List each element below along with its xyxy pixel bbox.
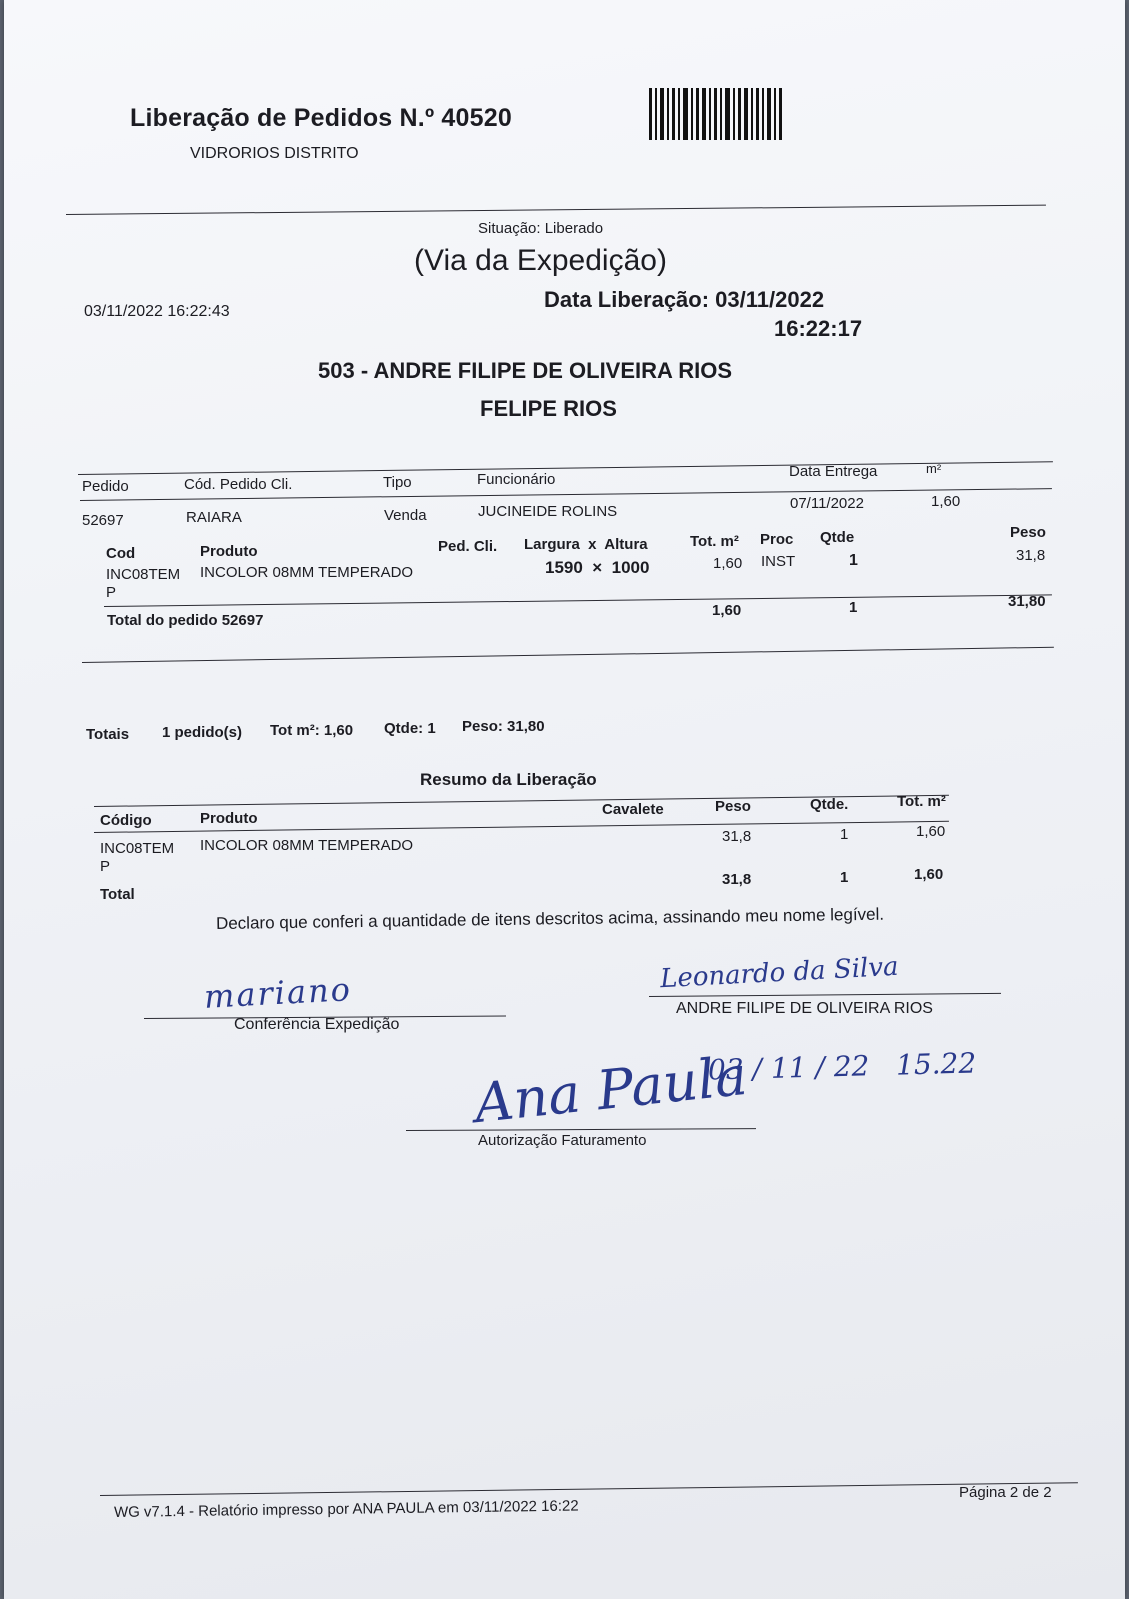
col-tot-m2: Tot. m² bbox=[690, 533, 739, 550]
order-total-label: Total do pedido 52697 bbox=[107, 612, 264, 629]
barcode bbox=[649, 88, 819, 140]
col-cod-pedido-cli: Cód. Pedido Cli. bbox=[184, 476, 293, 493]
summary-total-peso: 31,8 bbox=[722, 871, 752, 888]
order-total-qtde: 1 bbox=[849, 599, 858, 616]
summary-col-produto: Produto bbox=[200, 810, 258, 827]
col-proc: Proc bbox=[760, 531, 794, 548]
client-signature: Leonardo da Silva bbox=[659, 951, 900, 995]
order-tipo: Venda bbox=[384, 507, 427, 524]
via-label: (Via da Expedição) bbox=[414, 244, 667, 277]
item-produto: INCOLOR 08MM TEMPERADO bbox=[200, 564, 414, 581]
signature-line bbox=[406, 1128, 756, 1131]
summary-col-tot-m2: Tot. m² bbox=[897, 793, 946, 810]
order-data-entrega: 07/11/2022 bbox=[790, 495, 864, 512]
company-name: VIDRORIOS DISTRITO bbox=[190, 145, 359, 162]
summary-total-qtde: 1 bbox=[840, 869, 849, 886]
client-signature-label: ANDRE FILIPE DE OLIVEIRA RIOS bbox=[676, 1000, 933, 1017]
col-cod: Cod bbox=[106, 545, 136, 562]
summary-title: Resumo da Liberação bbox=[420, 770, 597, 789]
order-total-m2: 1,60 bbox=[712, 602, 742, 619]
document-title: Liberação de Pedidos N.º 40520 bbox=[130, 104, 512, 132]
summary-col-codigo: Código bbox=[100, 812, 152, 829]
handwritten-date: 03 / 11 / 22 15.22 bbox=[707, 1046, 977, 1087]
col-tipo: Tipo bbox=[383, 474, 412, 491]
order-funcionario: JUCINEIDE ROLINS bbox=[478, 503, 618, 520]
divider bbox=[66, 205, 1046, 215]
divider bbox=[104, 594, 1052, 607]
col-pedido: Pedido bbox=[82, 478, 129, 495]
totals-label: Totais bbox=[86, 726, 130, 743]
order-total-peso: 31,80 bbox=[1008, 593, 1046, 610]
item-peso: 31,8 bbox=[1016, 547, 1046, 564]
totals-peso: Peso: 31,80 bbox=[462, 718, 545, 735]
col-funcionario: Funcionário bbox=[477, 471, 556, 488]
col-ped-cli: Ped. Cli. bbox=[438, 538, 498, 555]
summary-total-tot-m2: 1,60 bbox=[914, 866, 944, 883]
col-qtde: Qtde bbox=[820, 529, 855, 546]
col-peso: Peso bbox=[1010, 524, 1046, 541]
conferencia-label: Conferência Expedição bbox=[234, 1016, 400, 1033]
summary-codigo-cont: P bbox=[100, 858, 111, 875]
item-tot-m2: 1,60 bbox=[713, 555, 743, 572]
divider bbox=[78, 461, 1053, 475]
totals-m2: Tot m²: 1,60 bbox=[270, 722, 354, 739]
col-largura-altura: Largura x Altura bbox=[524, 536, 648, 553]
footer-divider bbox=[100, 1482, 1078, 1496]
divider bbox=[82, 647, 1054, 663]
totals-pedidos: 1 pedido(s) bbox=[162, 724, 243, 741]
item-dims: 1590 × 1000 bbox=[545, 558, 650, 577]
conferencia-signature: mariano bbox=[203, 970, 353, 1016]
order-pedido: 52697 bbox=[82, 512, 124, 529]
order-cod-pedido-cli: RAIARA bbox=[186, 509, 242, 526]
order-m2: 1,60 bbox=[931, 493, 961, 510]
item-qtde: 1 bbox=[849, 552, 858, 569]
item-proc: INST bbox=[761, 553, 796, 570]
page-number: Página 2 de 2 bbox=[959, 1484, 1052, 1501]
status-label: Situação: Liberado bbox=[478, 220, 604, 237]
summary-col-qtde: Qtde. bbox=[810, 796, 849, 813]
footer-printed-by: WG v7.1.4 - Relatório impresso por ANA PAULA em 03/11/2022 16:22 bbox=[113, 1497, 579, 1521]
summary-qtde: 1 bbox=[840, 826, 849, 843]
summary-produto: INCOLOR 08MM TEMPERADO bbox=[200, 837, 414, 854]
totals-qtde: Qtde: 1 bbox=[384, 720, 436, 737]
release-date: Data Liberação: 03/11/2022 bbox=[544, 287, 825, 312]
summary-col-cavalete: Cavalete bbox=[602, 801, 664, 818]
summary-col-peso: Peso bbox=[715, 798, 751, 815]
client-name: 503 - ANDRE FILIPE DE OLIVEIRA RIOS bbox=[318, 358, 732, 383]
summary-tot-m2: 1,60 bbox=[916, 823, 946, 840]
client-nickname: FELIPE RIOS bbox=[480, 396, 617, 421]
summary-peso: 31,8 bbox=[722, 828, 752, 845]
release-time: 16:22:17 bbox=[774, 316, 863, 341]
col-data-entrega: Data Entrega bbox=[789, 463, 878, 480]
col-m2: m² bbox=[926, 461, 942, 476]
item-cod-cont: P bbox=[106, 584, 117, 601]
autorizacao-signature: Ana Paula bbox=[471, 1043, 751, 1136]
print-datetime: 03/11/2022 16:22:43 bbox=[84, 303, 230, 320]
autorizacao-label: Autorização Faturamento bbox=[478, 1132, 647, 1149]
item-cod: INC08TEM bbox=[106, 566, 181, 583]
document-page bbox=[4, 0, 1125, 1599]
col-produto: Produto bbox=[200, 543, 258, 560]
signature-line bbox=[649, 993, 1001, 997]
declaration-text: Declaro que conferi a quantidade de itens descritos acima, assinando meu nome legível. bbox=[215, 904, 885, 933]
summary-total-label: Total bbox=[100, 886, 135, 903]
summary-codigo: INC08TEM bbox=[100, 840, 175, 857]
